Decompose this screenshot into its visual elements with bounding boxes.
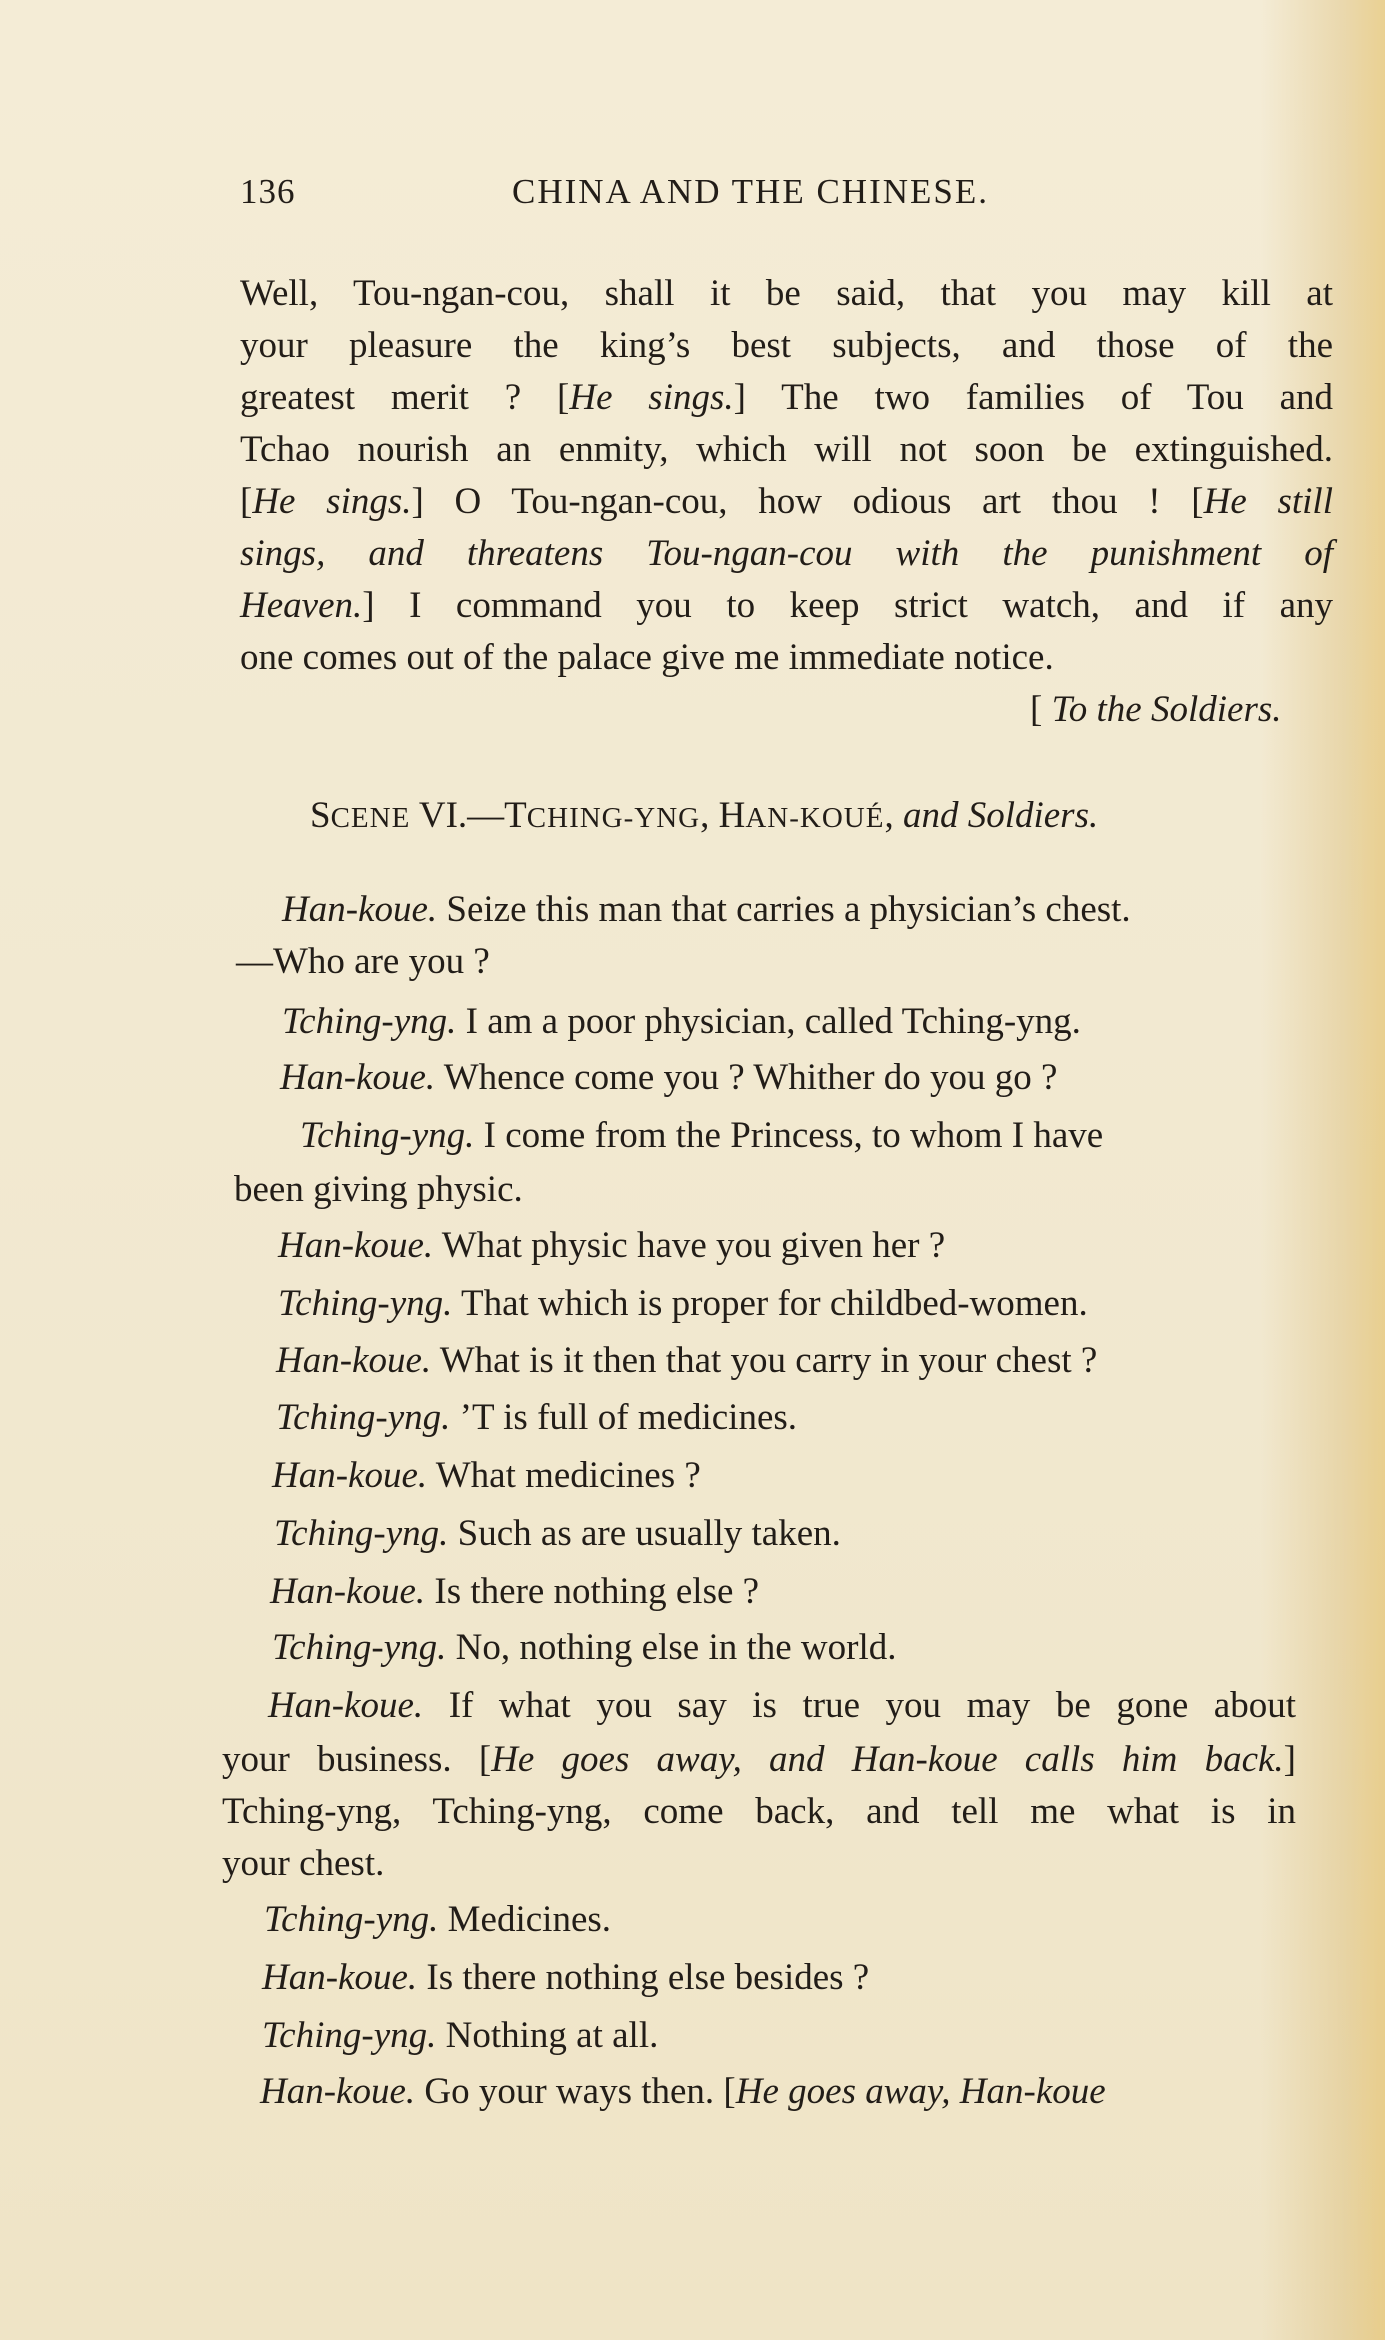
stage-direction: He goes away, and Han-koue calls him back.: [491, 1739, 1284, 1780]
text-run: ] The two families of Tou and: [733, 377, 1334, 418]
speech-text: ]: [1283, 1739, 1296, 1780]
dialogue-line: [222, 1786, 1296, 1838]
dialogue-line: [262, 2010, 658, 2062]
dialogue-line: [272, 1622, 897, 1674]
stage-direction: He still: [1203, 481, 1333, 522]
speech-text: Such as are usually taken.: [448, 1513, 841, 1554]
speech-text: I am a poor physician, called Tching-yng.: [456, 1001, 1081, 1042]
speech-text: Is there nothing else besides ?: [417, 1957, 870, 1998]
narrative-line: [240, 268, 1333, 320]
speaker-name: Tching-yng.: [278, 1283, 453, 1324]
speaker-name: Han-koue.: [276, 1340, 432, 1381]
book-title: CHINA AND THE CHINESE.: [512, 172, 989, 211]
text-run: AN-KOUÉ: [745, 802, 885, 834]
stage-direction: and Soldiers.: [902, 795, 1099, 836]
speaker-name: Han-koue.: [268, 1685, 424, 1726]
speech-text: Go your ways then. [: [415, 2071, 736, 2112]
stage-direction: He goes away, Han-koue: [735, 2071, 1106, 2112]
text-run: Well, Tou-ngan-cou, shall it be said, that you may kill at: [240, 273, 1333, 314]
speaker-name: Han-koue.: [278, 1225, 434, 1266]
dialogue-line: [222, 1734, 1296, 1786]
stage-direction: sings, and threatens Tou-ngan-cou with the punishment of: [240, 533, 1333, 574]
speaker-name: Tching-yng.: [272, 1627, 447, 1668]
speaker-name: Tching-yng.: [274, 1513, 449, 1554]
stage-direction: To the Soldiers.: [1051, 689, 1282, 730]
speaker-name: Tching-yng.: [300, 1115, 475, 1156]
speaker-name: Han-koue.: [282, 889, 438, 930]
speech-text: What physic have you given her ?: [433, 1225, 946, 1266]
text-run: ] I command you to keep strict watch, and if any: [362, 585, 1333, 626]
text-run: [: [1030, 689, 1052, 730]
speaker-name: Han-koue.: [280, 1057, 436, 1098]
speaker-name: Han-koue.: [262, 1957, 418, 1998]
dialogue-line: [236, 936, 490, 988]
speech-text: What is it then that you carry in your chest ?: [431, 1340, 1098, 1381]
speaker-name: Han-koue.: [270, 1571, 426, 1612]
dialogue-line: [278, 1278, 1088, 1330]
speech-text: Nothing at all.: [436, 2015, 659, 2056]
speech-text: Whence come you ? Whither do you go ?: [435, 1057, 1058, 1098]
scene-heading: [310, 790, 1098, 844]
text-run: [: [240, 481, 253, 522]
dialogue-line: [274, 1508, 841, 1560]
speaker-name: Han-koue.: [260, 2071, 416, 2112]
text-run: VI.—T: [410, 795, 527, 836]
dialogue-line: [282, 996, 1081, 1048]
dialogue-line: [276, 1335, 1097, 1387]
dialogue-line: [282, 884, 1131, 936]
stage-direction-line: [240, 528, 1333, 580]
exit-direction: [1030, 684, 1282, 736]
speech-text: —Who are you ?: [236, 941, 490, 982]
dialogue-line: [270, 1566, 759, 1618]
speech-text: your chest.: [222, 1843, 385, 1884]
page-number: 136: [240, 172, 296, 211]
text-run: , H: [700, 795, 746, 836]
dialogue-line: [262, 1952, 869, 2004]
speech-text: your business. [: [222, 1739, 492, 1780]
stage-direction: He sings.: [569, 377, 734, 418]
speech-text: If what you say is true you may be gone about: [423, 1685, 1296, 1726]
dialogue-line: [234, 1164, 523, 1216]
speech-text: Is there nothing else ?: [425, 1571, 760, 1612]
text-run: greatest merit ? [: [240, 377, 570, 418]
speaker-name: Han-koue.: [272, 1455, 428, 1496]
stage-direction: Heaven.: [240, 585, 363, 626]
dialogue-line: [278, 1220, 945, 1272]
speaker-name: Tching-yng.: [262, 2015, 437, 2056]
speech-text: I come from the Princess, to whom I have: [474, 1115, 1104, 1156]
dialogue-line: [222, 1838, 384, 1890]
narrative-line: [240, 424, 1333, 476]
dialogue-line: [300, 1110, 1103, 1162]
speaker-name: Tching-yng.: [276, 1397, 451, 1438]
speech-text: What medicines ?: [427, 1455, 701, 1496]
stage-direction: He sings.: [252, 481, 412, 522]
dialogue-line: [276, 1392, 797, 1444]
speech-text: Tching-yng, Tching-yng, come back, and tell me what is in: [222, 1791, 1296, 1832]
text-run: Tchao nourish an enmity, which will not soon be extinguished.: [240, 429, 1333, 470]
narrative-line: [240, 372, 1333, 424]
dialogue-line: [264, 1894, 611, 1946]
narrative-line: [240, 632, 1054, 684]
narrative-line: [240, 476, 1333, 528]
text-run: your pleasure the king’s best subjects, and those of the: [240, 325, 1333, 366]
text-run: ,: [884, 795, 903, 836]
text-run: one comes out of the palace give me immediate notice.: [240, 637, 1054, 678]
narrative-line: [240, 580, 1333, 632]
text-run: CHING-YNG: [526, 802, 701, 834]
speaker-name: Tching-yng.: [282, 1001, 457, 1042]
speech-text: That which is proper for childbed-women.: [452, 1283, 1088, 1324]
speech-text: Medicines.: [438, 1899, 612, 1940]
text-run: ] O Tou-ngan-cou, how odious art thou ! [: [411, 481, 1204, 522]
dialogue-line: [272, 1450, 701, 1502]
dialogue-line: [268, 1680, 1296, 1732]
running-head: [240, 172, 1080, 222]
speech-text: No, nothing else in the world.: [446, 1627, 897, 1668]
dialogue-line: [280, 1052, 1057, 1104]
speaker-name: Tching-yng.: [264, 1899, 439, 1940]
text-run: S: [310, 795, 331, 836]
speech-text: ’T is full of medicines.: [450, 1397, 798, 1438]
narrative-line: [240, 320, 1333, 372]
speech-text: been giving physic.: [234, 1169, 523, 1210]
speech-text: Seize this man that carries a physician’s chest.: [437, 889, 1131, 930]
dialogue-line: [260, 2066, 1106, 2118]
text-run: CENE: [330, 802, 411, 834]
